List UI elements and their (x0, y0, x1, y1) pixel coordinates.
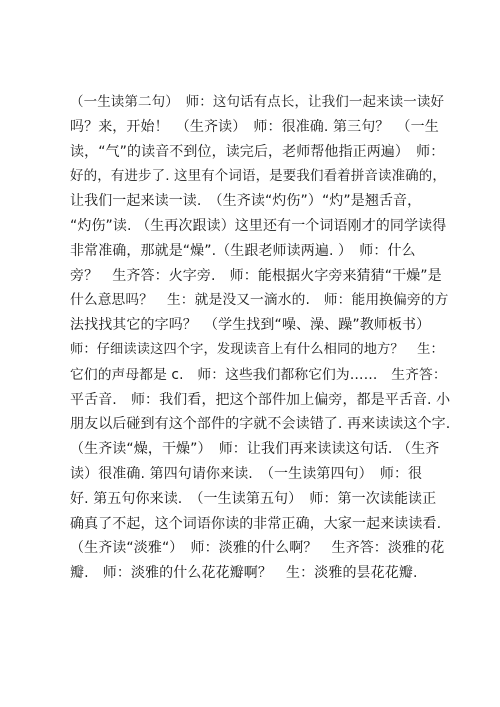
text-line: 什么意思吗？ 生：就是没又一滴水的. 师：能用换偏旁的方 (70, 292, 449, 309)
text-line: （生齐读“燥，干燥”） 师：让我们再来读读这句话. （生齐 (70, 441, 440, 458)
text-line: 平舌音. 师：我们看，把这个部件加上偏旁，都是平舌音. 小 (70, 391, 451, 408)
text-line: 旁？ 生齐答：火字旁. 师：能根据火字旁来猜猜“干燥”是 (70, 267, 442, 284)
text-line: 瓣. 师：淡雅的什么花花瓣啊？ 生：淡雅的昙花花瓣. (70, 565, 418, 582)
text-line: “灼伤”读. （生再次跟读）这里还有一个词语刚才的同学读得 (70, 217, 447, 234)
text-line: 读，“气”的读音不到位，读完后，老师帮他指正两遍） 师： (70, 143, 445, 160)
text-line: 朋友以后碰到有这个部件的字就不会读错了. 再来读读这个字. (70, 416, 451, 433)
text-line: 读）很准确. 第四句请你来读. （一生读第四句） 师：很 (70, 465, 423, 482)
text-line: 非常准确，那就是“燥”.（生跟老师读两遍. ） 师：什么 (70, 242, 416, 259)
text-line: 好的，有进步了. 这里有个词语，是要我们看着拼音读准确的， (70, 168, 446, 185)
text-line: 让我们一起来读一读. （生齐读“灼伤”）“灼”是翘舌音， (70, 193, 422, 210)
text-line: （一生读第二句） 师：这句话有点长，让我们一起来读一读好 (70, 94, 445, 110)
text-line: 它们的声母都是 c. 师：这些我们都称它们为…… 生齐答： (70, 366, 447, 383)
text-line: 确真了不起，这个词语你读的非常正确，大家一起来读读看. (70, 515, 442, 532)
text-line: （生齐读“淡雅“） 师：淡雅的什么啊？ 生齐答：淡雅的花 (70, 540, 445, 557)
text-line: 好. 第五句你来读. （一生读第五句） 师：第一次读能读正 (70, 490, 437, 507)
body-text (70, 90, 450, 586)
text-line: 吗？来，开始！ （生齐读） 师：很准确. 第三句？ （一生 (70, 118, 439, 135)
text-line: 法找找其它的字吗？ （学生找到“噪、澡、躁”教师板书） (70, 317, 431, 334)
text-line: 师：仔细读读这四个字，发现读音上有什么相同的地方？ 生： (70, 341, 444, 357)
